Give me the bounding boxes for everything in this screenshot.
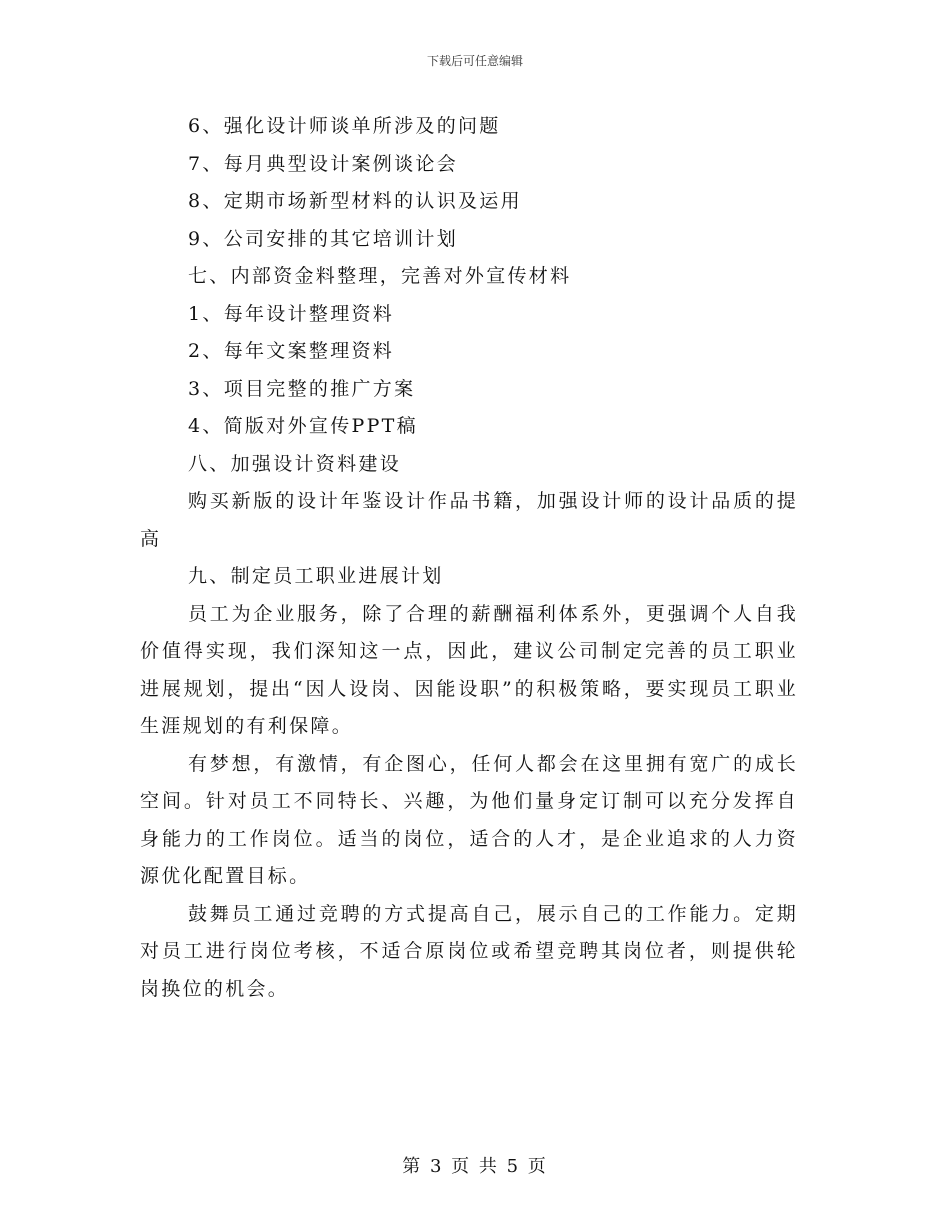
body-paragraph: 员工为企业服务，除了合理的薪酬福利体系外，更强调个人自我价值得实现，我们深知这一点，因此，建议公司制定完善的员工职业进展规划，提出“因人设岗、因能设职”的积极策略，要实现员工职业生涯规划的有利保障。: [140, 602, 798, 737]
page-header: 下载后可任意编辑: [426, 54, 523, 68]
list-item: 1、每年设计整理资料: [188, 302, 395, 325]
list-item: 6、强化设计师谈单所涉及的问题: [188, 115, 501, 137]
section-heading: 九、制定员工职业进展计划: [188, 565, 444, 587]
list-item: 8、定期市场新型材料的认识及运用: [188, 190, 522, 212]
document-body: [140, 108, 798, 1008]
list-item: 9、公司安排的其它培训计划: [188, 227, 458, 250]
list-item: 7、每月典型设计案例谈论会: [188, 152, 458, 175]
list-item: 3、项目完整的推广方案: [188, 377, 416, 400]
list-item: 2、每年文案整理资料: [188, 340, 395, 362]
list-item: 4、简版对外宣传PPT稿: [188, 415, 418, 437]
body-paragraph: 鼓舞员工通过竞聘的方式提高自己，展示自己的工作能力。定期对员工进行岗位考核，不适合原岗位或希望竞聘其岗位者，则提供轮岗换位的机会。: [140, 902, 798, 1000]
body-paragraph: 购买新版的设计年鉴设计作品书籍，加强设计师的设计品质的提高: [140, 490, 798, 550]
section-heading: 八、加强设计资料建设: [188, 452, 402, 475]
page-number-footer: 第 3 页 共 5 页: [402, 1156, 548, 1177]
body-paragraph: 有梦想，有激情，有企图心，任何人都会在这里拥有宽广的成长空间。针对员工不同特长、兴趣，为他们量身定订制可以充分发挥自身能力的工作岗位。适当的岗位，适合的人才，是企业追求的人力资源优化配置目标。: [140, 752, 798, 887]
section-heading: 七、内部资金料整理，完善对外宣传材料: [188, 265, 572, 287]
